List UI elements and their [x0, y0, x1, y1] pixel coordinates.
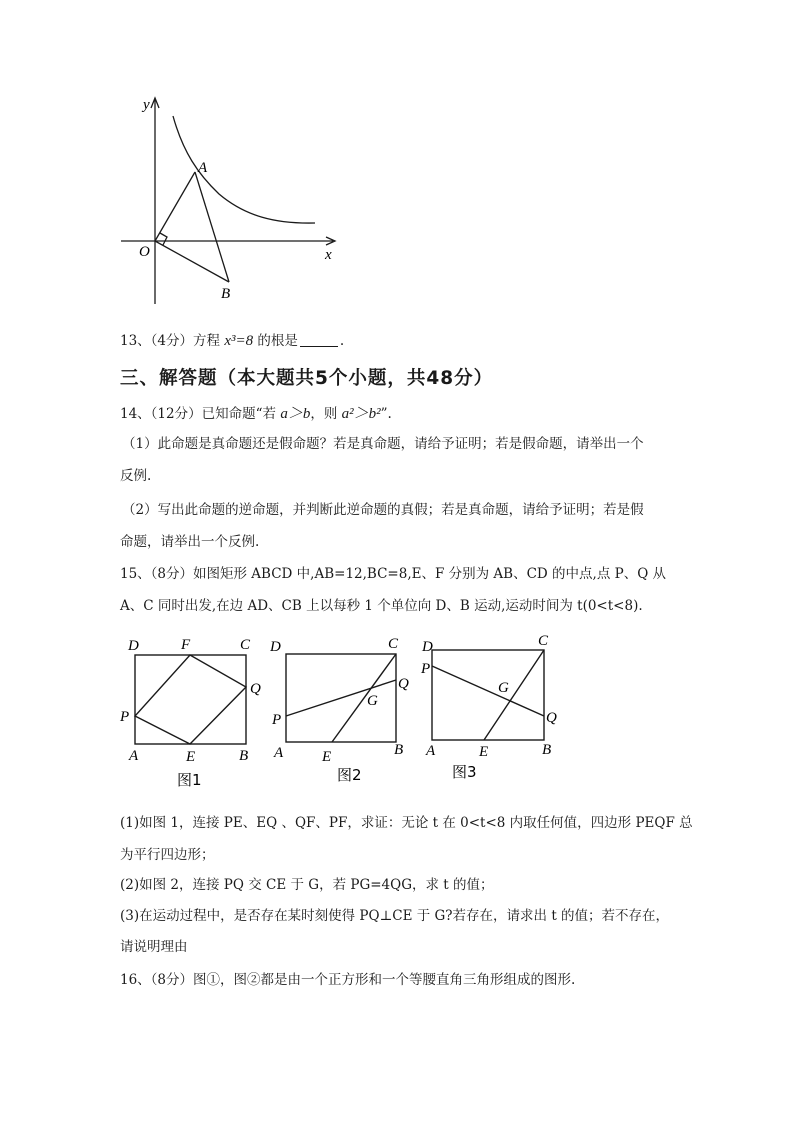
point-b-label: B	[221, 286, 231, 302]
fig1-label-f: F	[181, 637, 191, 653]
q14-part2-line1: （2）写出此命题的逆命题，并判断此逆命题的真假；若是真命题，请给予证明；若是假	[122, 502, 644, 518]
fig3-label-g: G	[498, 680, 509, 696]
point-a-label: A	[198, 160, 208, 176]
figure-3	[418, 630, 568, 790]
q13-line	[120, 331, 344, 351]
q13-answer-blank	[300, 333, 338, 347]
fig2-label-g: G	[367, 693, 378, 709]
x-axis-label: x	[325, 247, 332, 263]
fig1-caption: 图1	[177, 771, 202, 789]
fig3-label-q: Q	[546, 710, 557, 726]
fig1-label-e: E	[186, 749, 196, 765]
fig3-label-b: B	[542, 742, 552, 758]
q13-expression: x³=8	[224, 333, 254, 349]
fig3-label-d: D	[422, 639, 433, 655]
fig1-label-p: P	[120, 709, 130, 725]
section-three-heading: 三、解答题（本大题共5个小题，共48分）	[120, 368, 494, 389]
fig1-parallelogram	[135, 655, 246, 744]
fig2-label-q: Q	[398, 676, 409, 692]
segment-oa	[155, 172, 195, 241]
q14-mid: ，则	[310, 406, 342, 422]
hyperbola-curve	[173, 116, 315, 223]
q14-conclusion: a²＞b²	[341, 406, 381, 422]
fig2-segment-pq	[286, 680, 396, 716]
fig2-label-b: B	[394, 742, 404, 758]
fig1-label-q: Q	[250, 681, 261, 697]
fig2-caption: 图2	[337, 766, 362, 784]
q14-part2-line2: 命题，请举出一个反例.	[120, 534, 260, 550]
fig1-label-d: D	[128, 638, 139, 654]
q15-sub3-line1: (3)在运动过程中，是否存在某时刻使得 PQ⊥CE 于 G?若存在，请求出 t 的值；若不存在，	[120, 908, 670, 924]
q15-sub1-line1: (1)如图 1，连接 PE、EQ 、QF、PF，求证：无论 t 在 0<t<8 内取任何值，四边形 PEQF 总	[120, 815, 693, 831]
right-angle-mark	[160, 233, 167, 245]
q14-line1	[120, 404, 392, 424]
q15-sub3-line2: 请说明理由	[120, 939, 188, 955]
fig2-label-e: E	[322, 749, 332, 765]
q15-line2: A、C 同时出发,在边 AD、CB 上以每秒 1 个单位向 D、B 运动,运动时间为 t(0<t<8).	[120, 598, 643, 614]
q14-part1-line2: 反例.	[120, 468, 152, 484]
fig1-label-c: C	[240, 637, 251, 653]
figure-2	[270, 630, 420, 790]
fig3-segment-pq	[432, 666, 544, 716]
q14-condition: a＞b	[280, 406, 311, 422]
q15-sub2: (2)如图 2，连接 PQ 交 CE 于 G，若 PG=4QG，求 t 的值；	[120, 877, 494, 893]
fig1-rectangle	[135, 655, 246, 744]
q15-sub1-line2: 为平行四边形；	[120, 847, 215, 863]
fig3-label-p: P	[421, 661, 431, 677]
q13-suffix: 的根是	[253, 333, 298, 349]
origin-label: O	[139, 244, 150, 260]
fig3-caption: 图3	[452, 763, 477, 781]
q14-end: ”.	[380, 406, 392, 422]
q16-line1: 16、（8分）图①，图②都是由一个正方形和一个等腰直角三角形组成的图形.	[120, 972, 576, 988]
fig2-label-d: D	[270, 639, 281, 655]
fig2-label-c: C	[388, 636, 399, 652]
q14-part1-line1: （1）此命题是真命题还是假命题？若是真命题，请给予证明；若是假命题，请举出一个	[122, 436, 644, 452]
q14-prefix: 14、（12分）已知命题“若	[120, 406, 281, 422]
q13-prefix: 13、（4分）方程	[120, 333, 225, 349]
fig3-label-a: A	[426, 743, 436, 759]
figure-1	[115, 630, 275, 790]
y-axis-label: y	[143, 97, 150, 113]
hyperbola-graph	[115, 92, 355, 307]
fig1-label-b: B	[239, 748, 249, 764]
fig2-label-a: A	[274, 745, 284, 761]
fig3-segment-ce	[484, 650, 544, 740]
fig1-label-a: A	[129, 748, 139, 764]
fig3-label-c: C	[538, 633, 549, 649]
fig3-label-e: E	[479, 744, 489, 760]
q13-end: .	[339, 333, 345, 349]
q15-line1: 15、（8分）如图矩形 ABCD 中,AB=12,BC=8,E、F 分别为 AB、CD 的中点,点 P、Q 从	[120, 566, 667, 582]
fig3-rectangle	[432, 650, 544, 740]
fig2-label-p: P	[272, 712, 282, 728]
